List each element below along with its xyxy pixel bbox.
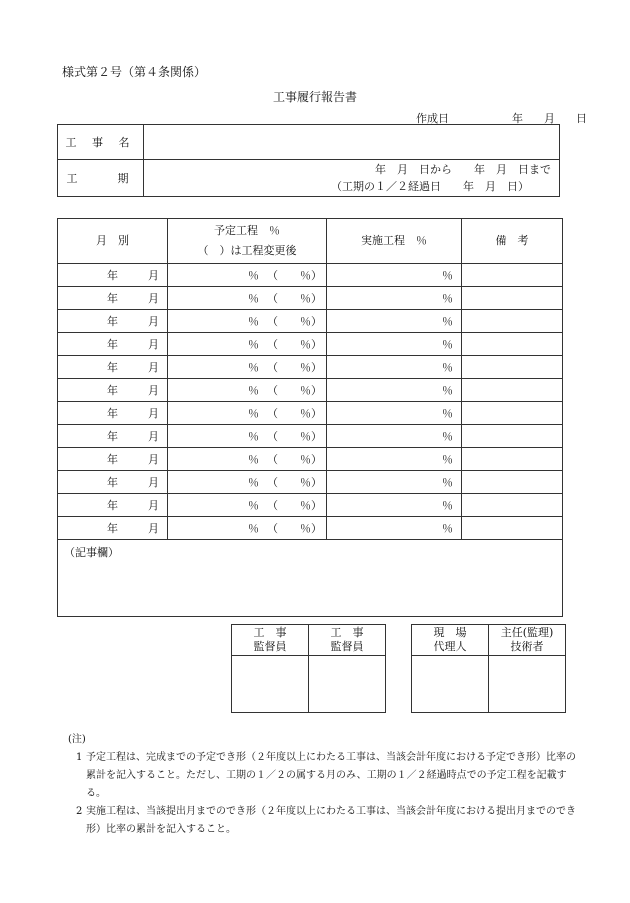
row-planned-close: ％）: [300, 407, 322, 420]
row-planned-open: （: [267, 430, 278, 443]
row-actual-cell[interactable]: [327, 333, 462, 356]
footnote-item: [68, 803, 578, 839]
row-month-cell[interactable]: [58, 379, 168, 402]
notes-label: （記事欄）: [64, 546, 119, 559]
row-year-label: 年: [107, 407, 118, 420]
row-year-label: 年: [107, 338, 118, 351]
row-month-cell[interactable]: [58, 287, 168, 310]
date-day: 日: [576, 112, 587, 125]
signature-header: [232, 625, 309, 656]
row-actual-cell[interactable]: [327, 517, 462, 540]
notes-area[interactable]: [58, 540, 563, 617]
row-planned-pct: ％: [248, 430, 259, 443]
row-planned-open: （: [267, 453, 278, 466]
table-row: [58, 264, 563, 287]
row-actual-cell[interactable]: [327, 287, 462, 310]
table-row: [58, 310, 563, 333]
document-title: 工事履行報告書: [272, 90, 357, 104]
row-planned-cell[interactable]: [168, 356, 327, 379]
row-remarks-cell[interactable]: [462, 471, 563, 494]
row-month-label: 月: [148, 384, 159, 397]
row-year-label: 年: [107, 499, 118, 512]
row-remarks-cell[interactable]: [462, 517, 563, 540]
row-planned-open: （: [267, 384, 278, 397]
row-planned-open: （: [267, 407, 278, 420]
row-planned-open: （: [267, 315, 278, 328]
row-remarks-cell[interactable]: [462, 425, 563, 448]
row-planned-close: ％）: [300, 522, 322, 535]
row-actual-pct: ％: [442, 407, 453, 420]
row-month-label: 月: [148, 407, 159, 420]
row-planned-close: ％）: [300, 269, 322, 282]
form-number: 様式第２号（第４条関係）: [62, 65, 207, 79]
footnotes: [68, 731, 578, 839]
row-planned-close: ％）: [300, 476, 322, 489]
row-actual-pct: ％: [442, 315, 453, 328]
table-row: [58, 425, 563, 448]
row-year-label: 年: [107, 453, 118, 466]
row-actual-cell[interactable]: [327, 471, 462, 494]
row-planned-open: （: [267, 292, 278, 305]
row-planned-cell[interactable]: [168, 425, 327, 448]
table-row: [58, 448, 563, 471]
table-row: [58, 333, 563, 356]
row-actual-pct: ％: [442, 292, 453, 305]
header-remarks: 備 考: [462, 219, 563, 264]
header-planned: [168, 219, 327, 264]
row-month-cell[interactable]: [58, 517, 168, 540]
period-field[interactable]: [144, 160, 560, 197]
project-name-field[interactable]: [144, 125, 560, 160]
row-month-label: 月: [148, 361, 159, 374]
row-actual-cell[interactable]: [327, 310, 462, 333]
row-actual-pct: ％: [442, 522, 453, 535]
footnote-item: [68, 749, 578, 803]
project-name-label: 工 事 名: [58, 125, 144, 160]
row-month-cell[interactable]: [58, 448, 168, 471]
row-planned-close: ％）: [300, 430, 322, 443]
row-month-cell[interactable]: [58, 425, 168, 448]
row-year-label: 年: [107, 430, 118, 443]
row-actual-cell[interactable]: [327, 356, 462, 379]
row-actual-pct: ％: [442, 338, 453, 351]
row-actual-pct: ％: [442, 269, 453, 282]
row-actual-pct: ％: [442, 499, 453, 512]
row-planned-close: ％）: [300, 292, 322, 305]
row-planned-cell[interactable]: [168, 517, 327, 540]
row-month-label: 月: [148, 499, 159, 512]
signature-box-site: [411, 624, 566, 713]
signature-stamp-cell[interactable]: [232, 656, 309, 713]
row-year-label: 年: [107, 522, 118, 535]
table-row: [58, 379, 563, 402]
footnote-number: 1: [76, 752, 83, 763]
table-row: [58, 356, 563, 379]
row-month-label: 月: [148, 315, 159, 328]
row-actual-pct: ％: [442, 476, 453, 489]
row-remarks-cell[interactable]: [462, 310, 563, 333]
row-planned-cell[interactable]: [168, 402, 327, 425]
period-label: 工 期: [58, 160, 144, 197]
signature-header: [309, 625, 386, 656]
row-actual-cell[interactable]: [327, 494, 462, 517]
signature-stamp-cell[interactable]: [412, 656, 489, 713]
row-actual-cell[interactable]: [327, 264, 462, 287]
date-month: 月: [544, 112, 555, 125]
row-remarks-cell[interactable]: [462, 379, 563, 402]
row-remarks-cell[interactable]: [462, 356, 563, 379]
row-planned-close: ％）: [300, 338, 322, 351]
footnotes-heading: (注): [68, 734, 86, 745]
header-month: 月 別: [58, 219, 168, 264]
row-month-cell[interactable]: [58, 310, 168, 333]
row-month-label: 月: [148, 522, 159, 535]
row-remarks-cell[interactable]: [462, 448, 563, 471]
row-planned-pct: ％: [248, 499, 259, 512]
row-planned-open: （: [267, 522, 278, 535]
row-planned-cell[interactable]: [168, 448, 327, 471]
row-remarks-cell[interactable]: [462, 402, 563, 425]
row-planned-close: ％）: [300, 315, 322, 328]
row-planned-pct: ％: [248, 269, 259, 282]
signature-header-line1: 現 場: [433, 626, 467, 639]
header-planned-line2: （ ）は工程変更後: [197, 244, 297, 257]
row-planned-cell[interactable]: [168, 287, 327, 310]
row-actual-pct: ％: [442, 384, 453, 397]
row-planned-cell[interactable]: [168, 310, 327, 333]
signature-header-line1: 工 事: [253, 626, 287, 639]
signature-header-line2: 監督員: [330, 640, 364, 653]
row-planned-open: （: [267, 269, 278, 282]
row-planned-cell[interactable]: [168, 379, 327, 402]
row-actual-cell[interactable]: [327, 402, 462, 425]
row-year-label: 年: [107, 269, 118, 282]
row-month-label: 月: [148, 292, 159, 305]
row-planned-pct: ％: [248, 315, 259, 328]
row-planned-pct: ％: [248, 407, 259, 420]
header-planned-line1: 予定工程 ％: [214, 224, 280, 237]
row-year-label: 年: [107, 361, 118, 374]
row-year-label: 年: [107, 384, 118, 397]
row-month-cell[interactable]: [58, 471, 168, 494]
table-row: [58, 287, 563, 310]
signature-box-supervisors: [231, 624, 386, 713]
header-actual: 実施工程 ％: [327, 219, 462, 264]
footnote-number: 2: [76, 806, 83, 817]
table-row: [58, 517, 563, 540]
row-month-label: 月: [148, 453, 159, 466]
row-planned-cell[interactable]: [168, 494, 327, 517]
row-planned-close: ％）: [300, 384, 322, 397]
row-planned-close: ％）: [300, 453, 322, 466]
row-planned-close: ％）: [300, 361, 322, 374]
row-planned-close: ％）: [300, 499, 322, 512]
row-planned-pct: ％: [248, 522, 259, 535]
progress-table: [57, 218, 563, 617]
row-planned-open: （: [267, 476, 278, 489]
row-planned-pct: ％: [248, 292, 259, 305]
row-planned-open: （: [267, 338, 278, 351]
row-month-label: 月: [148, 430, 159, 443]
signature-header-line2: 代理人: [433, 640, 467, 653]
row-actual-pct: ％: [442, 361, 453, 374]
row-month-cell[interactable]: [58, 333, 168, 356]
signature-header-line1: 工 事: [330, 626, 364, 639]
row-planned-pct: ％: [248, 384, 259, 397]
signature-header-line1: 主任(監理): [500, 626, 554, 639]
row-month-cell[interactable]: [58, 264, 168, 287]
row-month-cell[interactable]: [58, 356, 168, 379]
row-month-label: 月: [148, 476, 159, 489]
signature-header: [412, 625, 489, 656]
row-month-label: 月: [148, 269, 159, 282]
row-planned-pct: ％: [248, 476, 259, 489]
row-planned-open: （: [267, 499, 278, 512]
footnote-text: 予定工程は、完成までの予定でき形（２年度以上にわたる工事は、当該会計年度における予定でき形）比率の累計を記入すること。ただし、工期の１／２の属する月のみ、工期の１／２経過時点での予定工程を記載する。: [86, 752, 576, 799]
footnote-text: 実施工程は、当該提出月までのでき形（２年度以上にわたる工事は、当該会計年度における提出月までのでき形）比率の累計を記入すること。: [86, 806, 576, 835]
period-half: （工期の１／２経過日 年 月 日）: [331, 180, 529, 193]
row-planned-open: （: [267, 361, 278, 374]
row-planned-pct: ％: [248, 338, 259, 351]
row-year-label: 年: [107, 315, 118, 328]
row-year-label: 年: [107, 292, 118, 305]
project-info-table: [57, 124, 560, 197]
row-planned-cell[interactable]: [168, 264, 327, 287]
row-actual-cell[interactable]: [327, 425, 462, 448]
row-planned-cell[interactable]: [168, 471, 327, 494]
signature-header-line2: 監督員: [253, 640, 287, 653]
row-actual-pct: ％: [442, 453, 453, 466]
row-remarks-cell[interactable]: [462, 264, 563, 287]
table-row: [58, 471, 563, 494]
row-month-cell[interactable]: [58, 494, 168, 517]
row-actual-cell[interactable]: [327, 448, 462, 471]
row-remarks-cell[interactable]: [462, 333, 563, 356]
row-planned-pct: ％: [248, 453, 259, 466]
row-remarks-cell[interactable]: [462, 494, 563, 517]
signature-header: [489, 625, 566, 656]
row-month-cell[interactable]: [58, 402, 168, 425]
date-label: 作成日: [416, 112, 449, 125]
row-actual-pct: ％: [442, 430, 453, 443]
period-range: 年 月 日から 年 月 日まで: [375, 163, 551, 176]
date-year: 年: [512, 112, 523, 125]
table-row: [58, 494, 563, 517]
row-month-label: 月: [148, 338, 159, 351]
signature-stamp-cell[interactable]: [309, 656, 386, 713]
signature-header-line2: 技術者: [510, 640, 544, 653]
row-remarks-cell[interactable]: [462, 287, 563, 310]
row-planned-pct: ％: [248, 361, 259, 374]
signature-stamp-cell[interactable]: [489, 656, 566, 713]
row-year-label: 年: [107, 476, 118, 489]
row-actual-cell[interactable]: [327, 379, 462, 402]
row-planned-cell[interactable]: [168, 333, 327, 356]
table-row: [58, 402, 563, 425]
